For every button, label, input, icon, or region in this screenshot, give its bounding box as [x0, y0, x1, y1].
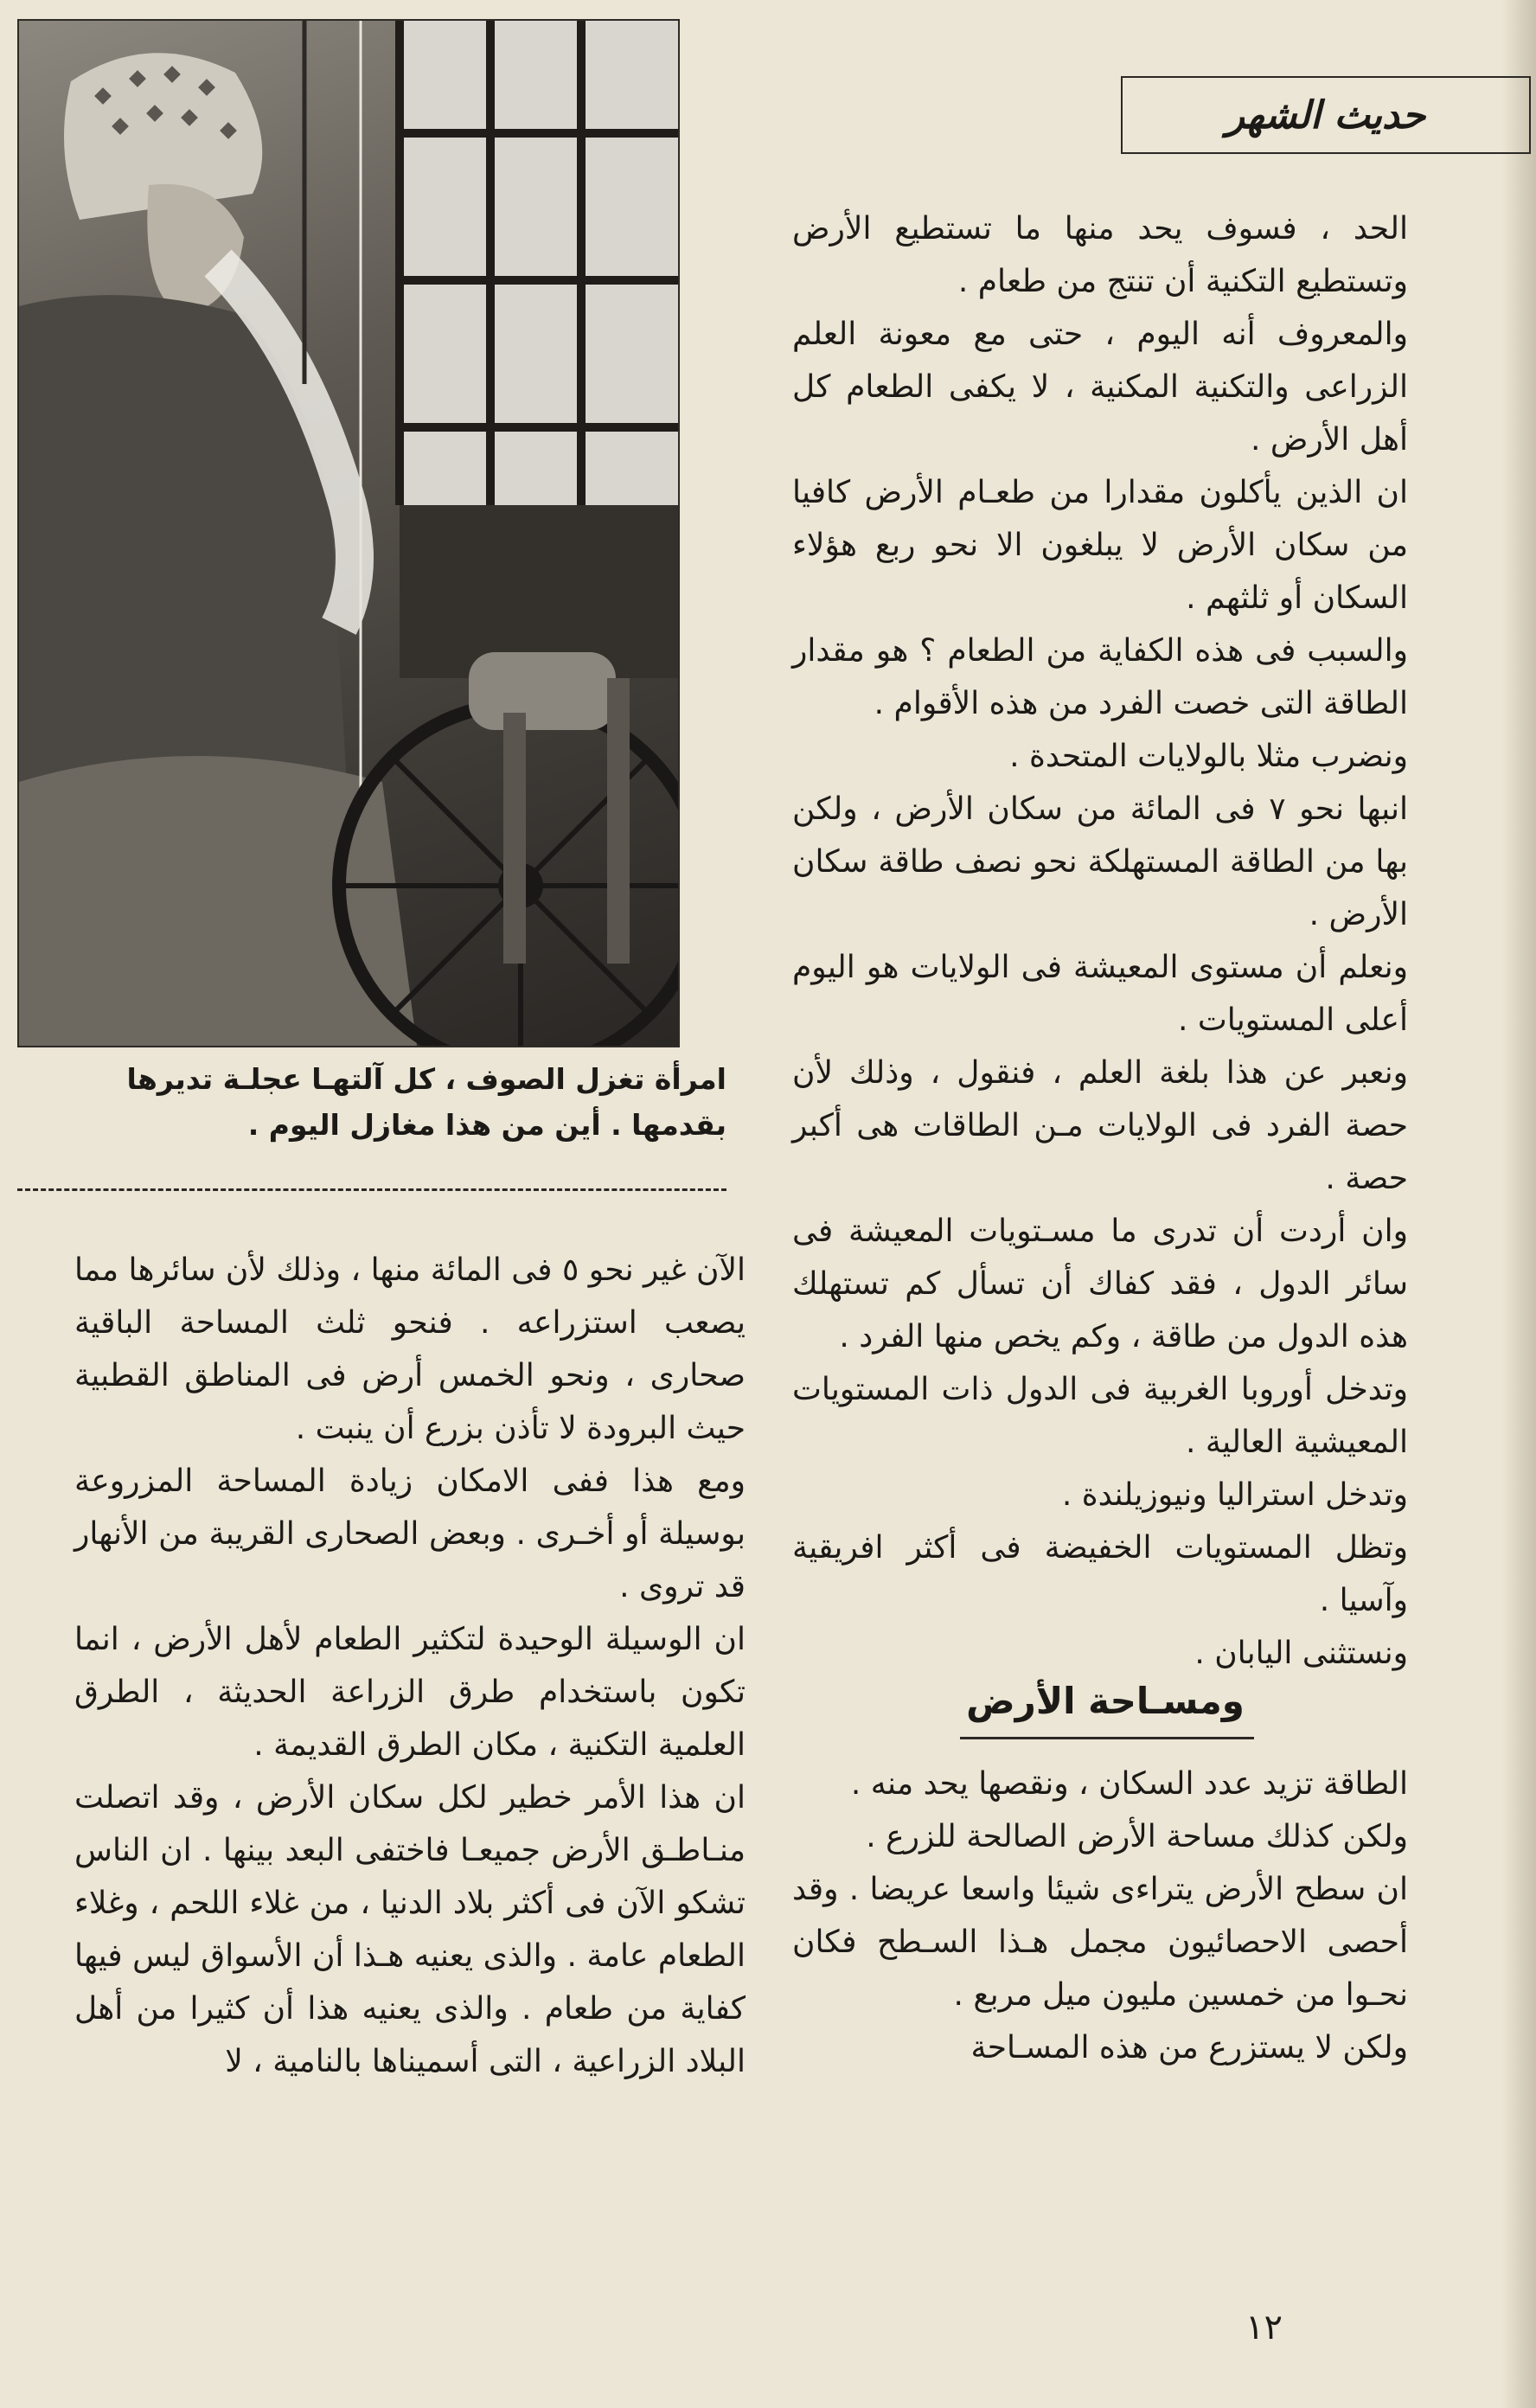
paragraph: ولكن كذلك مساحة الأرض الصالحة للزرع .: [866, 1819, 1408, 1854]
caption-line: بقدمها . أين من هذا مغازل اليوم .: [247, 1107, 726, 1142]
article-column-left: [74, 1244, 746, 2088]
article-column-right: [792, 202, 1408, 1680]
paragraph: والمعروف أنه اليوم ، حتى مع معونة العلم الزراعى والتكنية المكنية ، لا يكفى الطعام كل أهل الأرض .: [792, 317, 1408, 458]
paragraph: الآن غير نحو ٥ فى المائة منها ، وذلك لأن سائرها مما يصعب استزراعه . فنحو ثلث المساحة الباقية صحارى ، ونحو الخمس أرض فى المناطق القطبية حيث البرودة لا تأذن بزرع أن ينبت .: [74, 1252, 746, 1446]
paragraph: وان أردت أن تدرى ما مسـتويات المعيشة فى سائر الدول ، فقد كفاك أن تسأل كم تستهلك هذه الدول من طاقة ، وكم يخص منها الفرد .: [792, 1214, 1408, 1354]
photo-illustration: [19, 21, 678, 1046]
paragraph: ان سطح الأرض يتراءى شيئا واسعا عريضا . وقد أحصى الاحصائيون مجمل هـذا السـطح فكان نحـوا من خمسين مليون ميل مربع .: [792, 1872, 1408, 2013]
paragraph: ونضرب مثلا بالولايات المتحدة .: [1009, 739, 1408, 774]
paragraph: ونستثنى اليابان .: [1194, 1636, 1408, 1671]
paragraph: ومع هذا ففى الامكان زيادة المساحة المزروعة بوسيلة أو أخـرى . وبعض الصحارى القريبة من الأنهار قد تروى .: [74, 1463, 746, 1604]
section-title-badge: [1121, 76, 1531, 154]
paragraph: وتظل المستويات الخفيضة فى أكثر افريقية وآسيا .: [792, 1530, 1408, 1618]
page-edge-shadow: [1501, 0, 1536, 2408]
paragraph: ان الذين يأكلون مقدارا من طعـام الأرض كافيا من سكان الأرض لا يبلغون الا نحو ربع هؤلاء السكان أو ثلثهم .: [792, 475, 1408, 616]
paragraph: ان الوسيلة الوحيدة لتكثير الطعام لأهل الأرض ، انما تكون باستخدام طرق الزراعة الحديثة ، الطرق العلمية التكنية ، مكان الطرق القديمة .: [74, 1622, 746, 1763]
paragraph: ونعلم أن مستوى المعيشة فى الولايات هو اليوم أعلى المستويات .: [792, 950, 1408, 1038]
page-number: ١٢: [1245, 2308, 1283, 2347]
paragraph: وتدخل أوروبا الغربية فى الدول ذات المستويات المعيشية العالية .: [792, 1372, 1408, 1460]
subheading: ومسـاحة الأرض: [966, 1680, 1245, 1722]
paragraph: انبها نحو ٧ فى المائة من سكان الأرض ، ولكن بها من الطاقة المستهلكة نحو نصف طاقة سكان الأرض .: [792, 791, 1408, 932]
article-column-right-lower: [792, 1758, 1408, 2074]
section-title: حديث الشهر: [1226, 93, 1426, 138]
caption-line: امرأة تغزل الصوف ، كل آلتهـا عجلـة تديرها: [126, 1062, 726, 1096]
flyer-assembly: [469, 652, 616, 730]
window-light: [400, 21, 678, 505]
paragraph: ونعبر عن هذا بلغة العلم ، فنقول ، وذلك لأن حصة الفرد فى الولايات مـن الطاقات هى أكبر حصة .: [792, 1055, 1408, 1196]
photo-caption: [17, 1057, 726, 1149]
paragraph: ان هذا الأمر خطير لكل سكان الأرض ، وقد اتصلت منـاطـق الأرض جميعـا فاختفى البعد بينها . ان الناس تشكو الآن فى أكثر بلاد الدنيا ، من غلاء اللحم ، وغلاء الطعام عامة . والذى يعنيه هـذا أن الأسواق ليس فيها كفاية من طعام . والذى يعنيه هذا أن كثيرا من أهل البلاد الزراعية ، التى أسميناها بالنامية ، لا: [74, 1780, 746, 2079]
paragraph: ولكن لا يستزرع من هذه المسـاحة: [970, 2030, 1408, 2065]
wheel-post-rear: [607, 678, 630, 964]
caption-divider: [17, 1188, 726, 1191]
subheading-underline: [960, 1737, 1254, 1739]
paragraph: وتدخل استراليا ونيوزيلندة .: [1061, 1477, 1408, 1513]
paragraph: الحد ، فسوف يحد منها ما تستطيع الأرض وتستطيع التكنية أن تنتج من طعام .: [792, 211, 1408, 299]
wheel-post: [503, 713, 526, 964]
paragraph: الطاقة تزيد عدد السكان ، ونقصها يحد منه .: [850, 1766, 1408, 1802]
paragraph: والسبب فى هذه الكفاية من الطعام ؟ هو مقدار الطاقة التى خصت الفرد من هذه الأقوام .: [792, 633, 1408, 721]
spinning-wheel-photo: [17, 19, 680, 1047]
